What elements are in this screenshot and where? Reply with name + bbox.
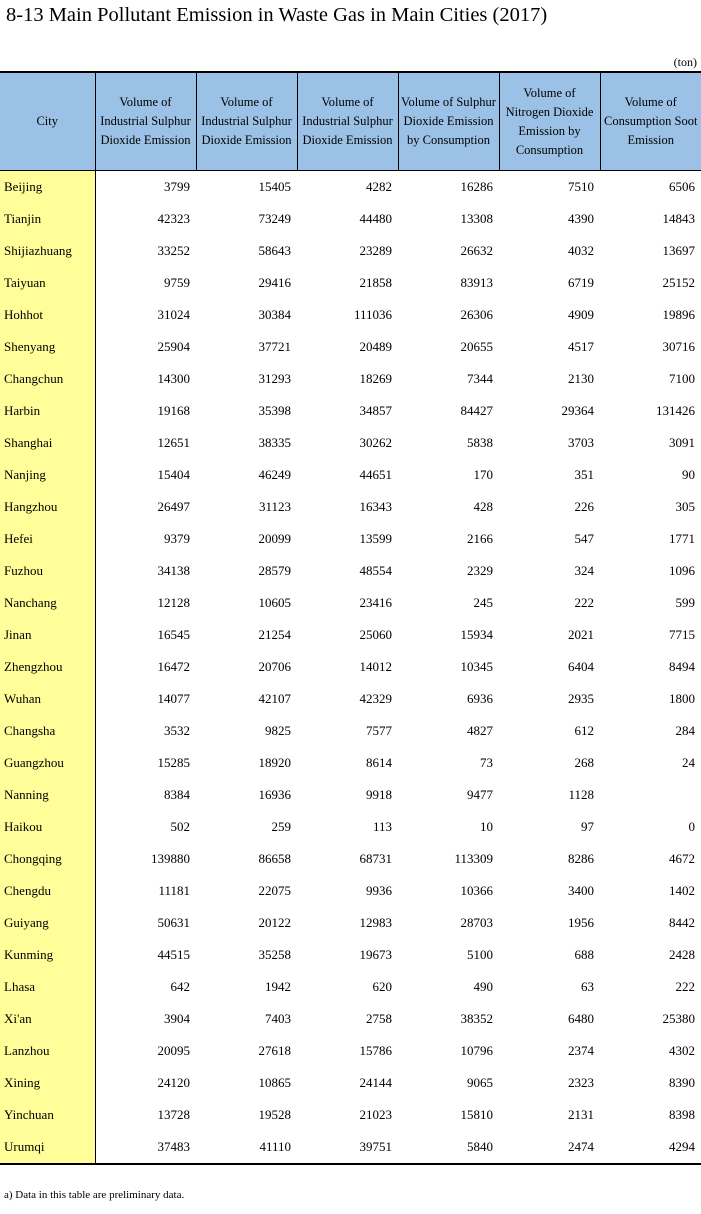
value-cell: 58643 — [258, 243, 291, 258]
value-cell: 46249 — [258, 467, 291, 482]
footnote: a) Data in this table are preliminary data. — [4, 1189, 185, 1201]
value-cell: 15934 — [460, 627, 493, 642]
table-row — [0, 267, 701, 299]
value-cell: 6506 — [669, 179, 695, 194]
value-cell: 16472 — [157, 659, 190, 674]
value-cell: 13728 — [157, 1107, 190, 1122]
value-cell: 7510 — [568, 179, 594, 194]
value-cell: 259 — [271, 819, 291, 834]
value-cell: 9759 — [164, 275, 190, 290]
value-cell: 44515 — [157, 947, 190, 962]
value-cell: 35398 — [258, 403, 291, 418]
table-row — [0, 683, 701, 715]
value-cell: 3904 — [164, 1011, 190, 1026]
value-cell: 97 — [581, 819, 594, 834]
city-cell: Nanchang — [0, 587, 95, 619]
value-cell: 2329 — [467, 563, 493, 578]
value-cell: 16286 — [460, 179, 493, 194]
table-row — [0, 523, 701, 555]
value-cell: 20489 — [359, 339, 392, 354]
value-cell: 547 — [574, 531, 594, 546]
value-cell: 13599 — [359, 531, 392, 546]
value-cell: 13308 — [460, 211, 493, 226]
table-row — [0, 1035, 701, 1067]
city-cell: Taiyuan — [0, 267, 95, 299]
value-cell: 7403 — [265, 1011, 291, 1026]
value-cell: 20655 — [460, 339, 493, 354]
value-cell: 21858 — [359, 275, 392, 290]
value-cell: 20099 — [258, 531, 291, 546]
value-cell: 31123 — [258, 499, 291, 514]
city-cell: Shanghai — [0, 427, 95, 459]
value-cell: 4827 — [467, 723, 493, 738]
city-cell: Urumqi — [0, 1131, 95, 1164]
value-cell: 15405 — [258, 179, 291, 194]
city-cell: Wuhan — [0, 683, 95, 715]
table-row — [0, 331, 701, 363]
value-cell: 305 — [675, 499, 695, 514]
value-cell: 31293 — [258, 371, 291, 386]
city-cell: Hohhot — [0, 299, 95, 331]
value-cell: 37721 — [258, 339, 291, 354]
value-cell: 6719 — [568, 275, 594, 290]
value-cell: 9825 — [265, 723, 291, 738]
value-cell: 6404 — [568, 659, 594, 674]
value-cell: 73 — [480, 755, 493, 770]
city-cell: Fuzhou — [0, 555, 95, 587]
value-cell: 131426 — [656, 403, 695, 418]
value-cell: 2166 — [467, 531, 493, 546]
city-cell: Harbin — [0, 395, 95, 427]
value-cell: 2935 — [568, 691, 594, 706]
city-cell: Yinchuan — [0, 1099, 95, 1131]
value-cell: 25904 — [157, 339, 190, 354]
table-row — [0, 747, 701, 779]
value-cell: 113309 — [454, 851, 493, 866]
value-cell: 73249 — [258, 211, 291, 226]
city-cell: Hangzhou — [0, 491, 95, 523]
value-cell: 24144 — [359, 1075, 392, 1090]
value-cell: 28579 — [258, 563, 291, 578]
city-cell: Lanzhou — [0, 1035, 95, 1067]
value-cell — [600, 779, 701, 811]
value-cell: 26497 — [157, 499, 190, 514]
value-cell: 2474 — [568, 1139, 594, 1154]
value-cell: 10796 — [460, 1043, 493, 1058]
value-cell: 7715 — [669, 627, 695, 642]
value-cell: 1800 — [669, 691, 695, 706]
value-cell: 19896 — [662, 307, 695, 322]
value-cell: 25380 — [662, 1011, 695, 1026]
value-cell: 31024 — [157, 307, 190, 322]
value-cell: 30384 — [258, 307, 291, 322]
table-row — [0, 491, 701, 523]
value-cell: 7100 — [669, 371, 695, 386]
value-cell: 25060 — [359, 627, 392, 642]
city-cell: Chongqing — [0, 843, 95, 875]
value-cell: 2758 — [366, 1011, 392, 1026]
city-cell: Shijiazhuang — [0, 235, 95, 267]
value-cell: 4294 — [669, 1139, 695, 1154]
table-row — [0, 651, 701, 683]
value-cell: 34857 — [359, 403, 392, 418]
value-cell: 42323 — [157, 211, 190, 226]
column-header: Volume of Sulphur Dioxide Emission by Consumption — [398, 72, 499, 171]
table-row — [0, 299, 701, 331]
value-cell: 33252 — [157, 243, 190, 258]
value-cell: 502 — [170, 819, 190, 834]
value-cell: 15786 — [359, 1043, 392, 1058]
value-cell: 41110 — [259, 1139, 291, 1154]
column-header: Volume of Industrial Sulphur Dioxide Emission — [95, 72, 196, 171]
value-cell: 12128 — [157, 595, 190, 610]
value-cell: 5840 — [467, 1139, 493, 1154]
value-cell: 7344 — [467, 371, 493, 386]
value-cell: 38352 — [460, 1011, 493, 1026]
value-cell: 83913 — [460, 275, 493, 290]
value-cell: 284 — [675, 723, 695, 738]
value-cell: 170 — [473, 467, 493, 482]
value-cell: 8398 — [669, 1107, 695, 1122]
value-cell: 3532 — [164, 723, 190, 738]
value-cell: 8494 — [669, 659, 695, 674]
value-cell: 226 — [574, 499, 594, 514]
value-cell: 1128 — [568, 787, 594, 802]
value-cell: 3091 — [669, 435, 695, 450]
city-cell: Kunming — [0, 939, 95, 971]
value-cell: 8442 — [669, 915, 695, 930]
value-cell: 15285 — [157, 755, 190, 770]
value-cell: 10366 — [460, 883, 493, 898]
value-cell: 26306 — [460, 307, 493, 322]
table-row — [0, 1099, 701, 1131]
value-cell: 22075 — [258, 883, 291, 898]
value-cell: 25152 — [662, 275, 695, 290]
table-row — [0, 203, 701, 235]
value-cell: 8384 — [164, 787, 190, 802]
value-cell: 14300 — [157, 371, 190, 386]
value-cell: 24120 — [157, 1075, 190, 1090]
value-cell: 18920 — [258, 755, 291, 770]
value-cell: 4672 — [669, 851, 695, 866]
column-header: Volume of Industrial Sulphur Dioxide Emission — [297, 72, 398, 171]
city-cell: Lhasa — [0, 971, 95, 1003]
value-cell: 90 — [682, 467, 695, 482]
value-cell: 245 — [473, 595, 493, 610]
value-cell: 2131 — [568, 1107, 594, 1122]
value-cell: 12983 — [359, 915, 392, 930]
value-cell: 13697 — [662, 243, 695, 258]
value-cell: 1956 — [568, 915, 594, 930]
value-cell: 9477 — [467, 787, 493, 802]
value-cell: 490 — [473, 979, 493, 994]
table-row — [0, 171, 701, 204]
value-cell: 27618 — [258, 1043, 291, 1058]
value-cell: 324 — [574, 563, 594, 578]
value-cell: 6936 — [467, 691, 493, 706]
table-row — [0, 235, 701, 267]
value-cell: 7577 — [366, 723, 392, 738]
table-row — [0, 811, 701, 843]
table-row — [0, 875, 701, 907]
value-cell: 3400 — [568, 883, 594, 898]
value-cell: 20706 — [258, 659, 291, 674]
value-cell: 10 — [480, 819, 493, 834]
value-cell: 599 — [675, 595, 695, 610]
city-cell: Nanning — [0, 779, 95, 811]
value-cell: 63 — [581, 979, 594, 994]
value-cell: 16545 — [157, 627, 190, 642]
value-cell: 29364 — [561, 403, 594, 418]
city-cell: Changchun — [0, 363, 95, 395]
column-header: Volume of Nitrogen Dioxide Emission by Consumption — [499, 72, 600, 171]
value-cell: 620 — [372, 979, 392, 994]
city-cell: Chengdu — [0, 875, 95, 907]
value-cell: 15810 — [460, 1107, 493, 1122]
value-cell: 642 — [170, 979, 190, 994]
value-cell: 44651 — [359, 467, 392, 482]
value-cell: 10345 — [460, 659, 493, 674]
value-cell: 86658 — [258, 851, 291, 866]
value-cell: 8614 — [366, 755, 392, 770]
value-cell: 2374 — [568, 1043, 594, 1058]
value-cell: 19168 — [157, 403, 190, 418]
value-cell: 23416 — [359, 595, 392, 610]
value-cell: 351 — [574, 467, 594, 482]
city-cell: Haikou — [0, 811, 95, 843]
emission-table — [0, 71, 701, 1165]
value-cell: 18269 — [359, 371, 392, 386]
unit-label: (ton) — [673, 55, 697, 69]
value-cell: 3703 — [568, 435, 594, 450]
city-cell: Shenyang — [0, 331, 95, 363]
city-cell: Xi'an — [0, 1003, 95, 1035]
value-cell: 3799 — [164, 179, 190, 194]
value-cell: 9065 — [467, 1075, 493, 1090]
value-cell: 48554 — [359, 563, 392, 578]
value-cell: 688 — [574, 947, 594, 962]
value-cell: 21023 — [359, 1107, 392, 1122]
table-row — [0, 907, 701, 939]
value-cell: 30262 — [359, 435, 392, 450]
value-cell: 23289 — [359, 243, 392, 258]
table-row — [0, 779, 701, 811]
value-cell: 4032 — [568, 243, 594, 258]
value-cell: 9379 — [164, 531, 190, 546]
value-cell: 42329 — [359, 691, 392, 706]
value-cell: 10865 — [258, 1075, 291, 1090]
city-cell: Tianjin — [0, 203, 95, 235]
value-cell: 222 — [675, 979, 695, 994]
value-cell: 21254 — [258, 627, 291, 642]
value-cell: 12651 — [157, 435, 190, 450]
value-cell: 37483 — [157, 1139, 190, 1154]
header-row — [0, 72, 701, 171]
table-row — [0, 555, 701, 587]
table-row — [0, 971, 701, 1003]
value-cell: 19528 — [258, 1107, 291, 1122]
value-cell: 428 — [473, 499, 493, 514]
value-cell: 2428 — [669, 947, 695, 962]
value-cell: 1096 — [669, 563, 695, 578]
table-row — [0, 587, 701, 619]
value-cell: 39751 — [359, 1139, 392, 1154]
table-row — [0, 459, 701, 491]
value-cell: 19673 — [359, 947, 392, 962]
value-cell: 111036 — [353, 307, 392, 322]
table-row — [0, 363, 701, 395]
value-cell: 15404 — [157, 467, 190, 482]
value-cell: 42107 — [258, 691, 291, 706]
value-cell: 44480 — [359, 211, 392, 226]
value-cell: 14843 — [662, 211, 695, 226]
value-cell: 34138 — [157, 563, 190, 578]
city-cell: Guangzhou — [0, 747, 95, 779]
value-cell: 4390 — [568, 211, 594, 226]
table-row — [0, 427, 701, 459]
table-row — [0, 843, 701, 875]
table-row — [0, 715, 701, 747]
table-row — [0, 939, 701, 971]
value-cell: 1402 — [669, 883, 695, 898]
value-cell: 68731 — [359, 851, 392, 866]
column-header-city: City — [0, 72, 95, 171]
city-cell: Nanjing — [0, 459, 95, 491]
value-cell: 2021 — [568, 627, 594, 642]
value-cell: 4517 — [568, 339, 594, 354]
value-cell: 24 — [682, 755, 695, 770]
value-cell: 28703 — [460, 915, 493, 930]
value-cell: 4909 — [568, 307, 594, 322]
value-cell: 38335 — [258, 435, 291, 450]
value-cell: 4282 — [366, 179, 392, 194]
value-cell: 5838 — [467, 435, 493, 450]
value-cell: 8286 — [568, 851, 594, 866]
value-cell: 84427 — [460, 403, 493, 418]
city-cell: Zhengzhou — [0, 651, 95, 683]
value-cell: 29416 — [258, 275, 291, 290]
table-row — [0, 1131, 701, 1164]
table-row — [0, 1067, 701, 1099]
value-cell: 5100 — [467, 947, 493, 962]
value-cell: 268 — [574, 755, 594, 770]
city-cell: Guiyang — [0, 907, 95, 939]
value-cell: 20095 — [157, 1043, 190, 1058]
table-row — [0, 619, 701, 651]
column-header: Volume of Consumption Soot Emission — [600, 72, 701, 171]
city-cell: Beijing — [0, 171, 95, 204]
value-cell: 11181 — [158, 883, 190, 898]
value-cell: 20122 — [258, 915, 291, 930]
value-cell: 0 — [688, 819, 695, 834]
table-body — [0, 171, 701, 1165]
value-cell: 35258 — [258, 947, 291, 962]
table-row — [0, 1003, 701, 1035]
table-row — [0, 395, 701, 427]
value-cell: 50631 — [157, 915, 190, 930]
value-cell: 30716 — [662, 339, 695, 354]
city-cell: Hefei — [0, 523, 95, 555]
value-cell: 2323 — [568, 1075, 594, 1090]
city-cell: Jinan — [0, 619, 95, 651]
city-cell: Xining — [0, 1067, 95, 1099]
value-cell: 14012 — [359, 659, 392, 674]
value-cell: 9936 — [366, 883, 392, 898]
value-cell: 4302 — [669, 1043, 695, 1058]
value-cell: 1771 — [669, 531, 695, 546]
value-cell: 222 — [574, 595, 594, 610]
value-cell: 16936 — [258, 787, 291, 802]
column-header: Volume of Industrial Sulphur Dioxide Emission — [196, 72, 297, 171]
value-cell: 14077 — [157, 691, 190, 706]
value-cell: 9918 — [366, 787, 392, 802]
value-cell: 8390 — [669, 1075, 695, 1090]
page-title: 8-13 Main Pollutant Emission in Waste Gas in Main Cities (2017) — [6, 4, 548, 26]
value-cell: 26632 — [460, 243, 493, 258]
value-cell: 612 — [574, 723, 594, 738]
value-cell: 139880 — [151, 851, 190, 866]
value-cell: 113 — [372, 819, 392, 834]
value-cell: 6480 — [568, 1011, 594, 1026]
value-cell: 10605 — [258, 595, 291, 610]
value-cell: 1942 — [265, 979, 291, 994]
city-cell: Changsha — [0, 715, 95, 747]
value-cell: 2130 — [568, 371, 594, 386]
value-cell: 16343 — [359, 499, 392, 514]
